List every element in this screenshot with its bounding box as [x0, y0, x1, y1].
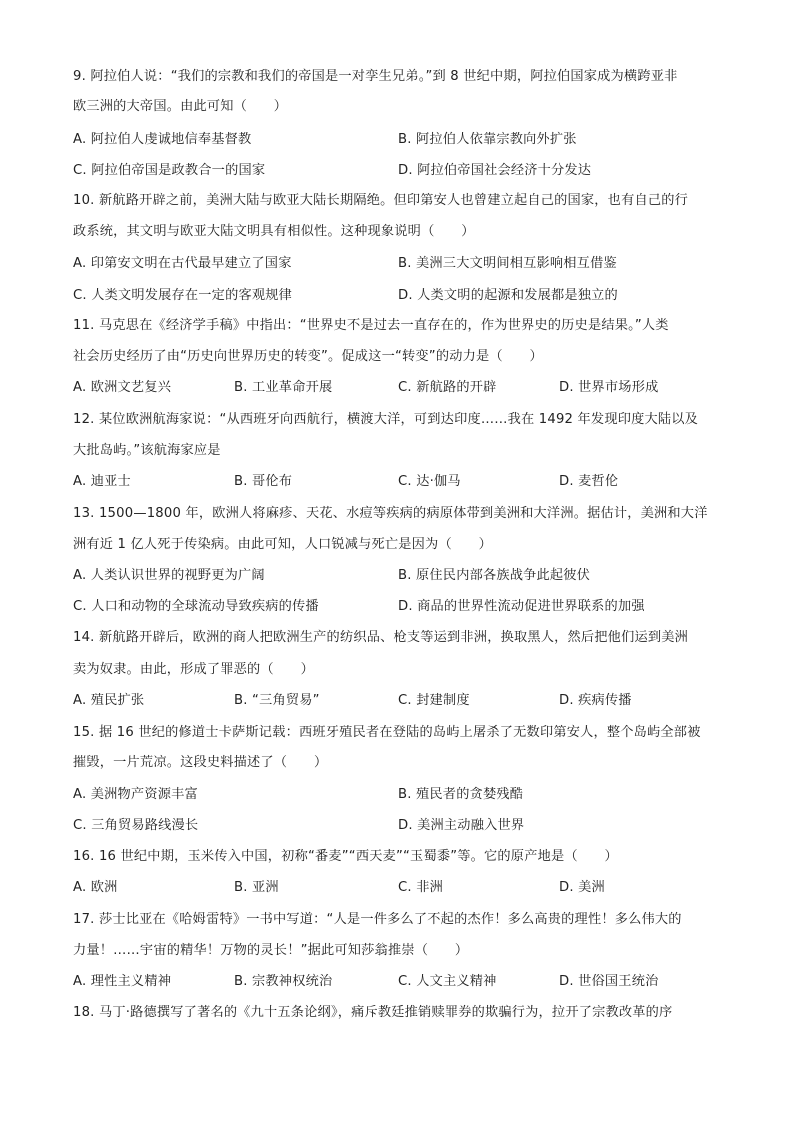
question-16-option-d: D. 美洲 — [559, 880, 605, 895]
question-10-option-b: B. 美洲三大文明间相互影响相互借鉴 — [398, 256, 617, 271]
question-11-stem-line-2: 社会历史经历了由“历史向世界历史的转变”。促成这一“转变”的动力是（ ） — [73, 349, 543, 364]
question-16-option-a: A. 欧洲 — [73, 880, 118, 895]
question-12-stem-line-1: 12. 某位欧洲航海家说：“从西班牙向西航行，横渡大洋，可到达印度……我在 1492 年发现印度大陆以及 — [73, 412, 699, 427]
question-15-option-a: A. 美洲物产资源丰富 — [73, 787, 198, 802]
question-17-option-c: C. 人文主义精神 — [398, 974, 497, 989]
question-18-stem-line-1: 18. 马丁·路德撰写了著名的《九十五条论纲》，痛斥教廷推销赎罪券的欺骗行为，拉开了宗教改革的序 — [73, 1005, 673, 1020]
question-10-option-a: A. 印第安文明在古代最早建立了国家 — [73, 256, 292, 271]
question-9-option-c: C. 阿拉伯帝国是政教合一的国家 — [73, 163, 266, 178]
question-14-stem-line-1: 14. 新航路开辟后，欧洲的商人把欧洲生产的纺织品、枪支等运到非洲，换取黑人，然后把他们运到美洲 — [73, 630, 689, 645]
question-13-option-a: A. 人类认识世界的视野更为广阔 — [73, 568, 265, 583]
question-9-option-d: D. 阿拉伯帝国社会经济十分发达 — [398, 163, 592, 178]
question-9-option-b: B. 阿拉伯人依靠宗教向外扩张 — [398, 132, 577, 147]
question-9-stem-line-1: 9. 阿拉伯人说：“我们的宗教和我们的帝国是一对孪生兄弟。”到 8 世纪中期，阿拉伯国家成为横跨亚非 — [73, 69, 678, 84]
question-10-stem-line-2: 政系统，其文明与欧亚大陆文明具有相似性。这种现象说明（ ） — [73, 224, 475, 239]
question-15-option-d: D. 美洲主动融入世界 — [398, 818, 525, 833]
question-10-stem-line-1: 10. 新航路开辟之前，美洲大陆与欧亚大陆长期隔绝。但印第安人也曾建立起自己的国家，也有自己的行 — [73, 193, 689, 208]
question-14-option-b: B. “三角贸易” — [234, 693, 320, 708]
question-11-option-a: A. 欧洲文艺复兴 — [73, 380, 172, 395]
question-12-option-c: C. 达·伽马 — [398, 474, 461, 489]
question-11-option-d: D. 世界市场形成 — [559, 380, 659, 395]
question-15-option-c: C. 三角贸易路线漫长 — [73, 818, 199, 833]
question-17-stem-line-2: 力量！……宇宙的精华！万物的灵长！”据此可知莎翁推崇（ ） — [73, 943, 469, 958]
question-11-stem-line-1: 11. 马克思在《经济学手稿》中指出：“世界史不是过去一直存在的，作为世界史的历史是结果。”人类 — [73, 318, 669, 333]
question-13-option-d: D. 商品的世界性流动促进世界联系的加强 — [398, 599, 645, 614]
question-14-option-c: C. 封建制度 — [398, 693, 470, 708]
question-9-option-a: A. 阿拉伯人虔诚地信奉基督教 — [73, 132, 252, 147]
question-15-stem-line-1: 15. 据 16 世纪的修道士卡萨斯记载：西班牙殖民者在登陆的岛屿上屠杀了无数印第安人，整个岛屿全部被 — [73, 725, 701, 740]
question-12-stem-line-2: 大批岛屿。”该航海家应是 — [73, 443, 221, 458]
question-15-stem-line-2: 摧毁，一片荒凉。这段史料描述了（ ） — [73, 755, 328, 770]
question-12-option-b: B. 哥伦布 — [234, 474, 293, 489]
question-16-stem-line-1: 16. 16 世纪中期，玉米传入中国，初称“番麦”“西天麦”“玉蜀黍”等。它的原产地是（ ） — [73, 849, 618, 864]
question-14-stem-line-2: 卖为奴隶。由此，形成了罪恶的（ ） — [73, 662, 314, 677]
question-13-stem-line-1: 13. 1500—1800 年，欧洲人将麻疹、天花、水痘等疾病的病原体带到美洲和大洋洲。据估计，美洲和大洋 — [73, 506, 708, 521]
question-12-option-d: D. 麦哲伦 — [559, 474, 619, 489]
question-10-option-d: D. 人类文明的起源和发展都是独立的 — [398, 288, 618, 303]
question-15-option-b: B. 殖民者的贪婪残酷 — [398, 787, 524, 802]
question-17-stem-line-1: 17. 莎士比亚在《哈姆雷特》一书中写道：“人是一件多么了不起的杰作！多么高贵的理性！多么伟大的 — [73, 912, 682, 927]
question-12-option-a: A. 迪亚士 — [73, 474, 131, 489]
question-9-stem-line-2: 欧三洲的大帝国。由此可知（ ） — [73, 99, 288, 114]
question-13-stem-line-2: 洲有近 1 亿人死于传染病。由此可知，人口锐减与死亡是因为（ ） — [73, 537, 492, 552]
question-17-option-a: A. 理性主义精神 — [73, 974, 172, 989]
question-17-option-b: B. 宗教神权统治 — [234, 974, 333, 989]
question-14-option-d: D. 疾病传播 — [559, 693, 632, 708]
question-13-option-b: B. 原住民内部各族战争此起彼伏 — [398, 568, 591, 583]
question-16-option-c: C. 非洲 — [398, 880, 443, 895]
question-14-option-a: A. 殖民扩张 — [73, 693, 145, 708]
question-11-option-b: B. 工业革命开展 — [234, 380, 333, 395]
question-17-option-d: D. 世俗国王统治 — [559, 974, 659, 989]
question-13-option-c: C. 人口和动物的全球流动导致疾病的传播 — [73, 599, 319, 614]
question-10-option-c: C. 人类文明发展存在一定的客观规律 — [73, 288, 293, 303]
question-11-option-c: C. 新航路的开辟 — [398, 380, 497, 395]
question-16-option-b: B. 亚洲 — [234, 880, 279, 895]
